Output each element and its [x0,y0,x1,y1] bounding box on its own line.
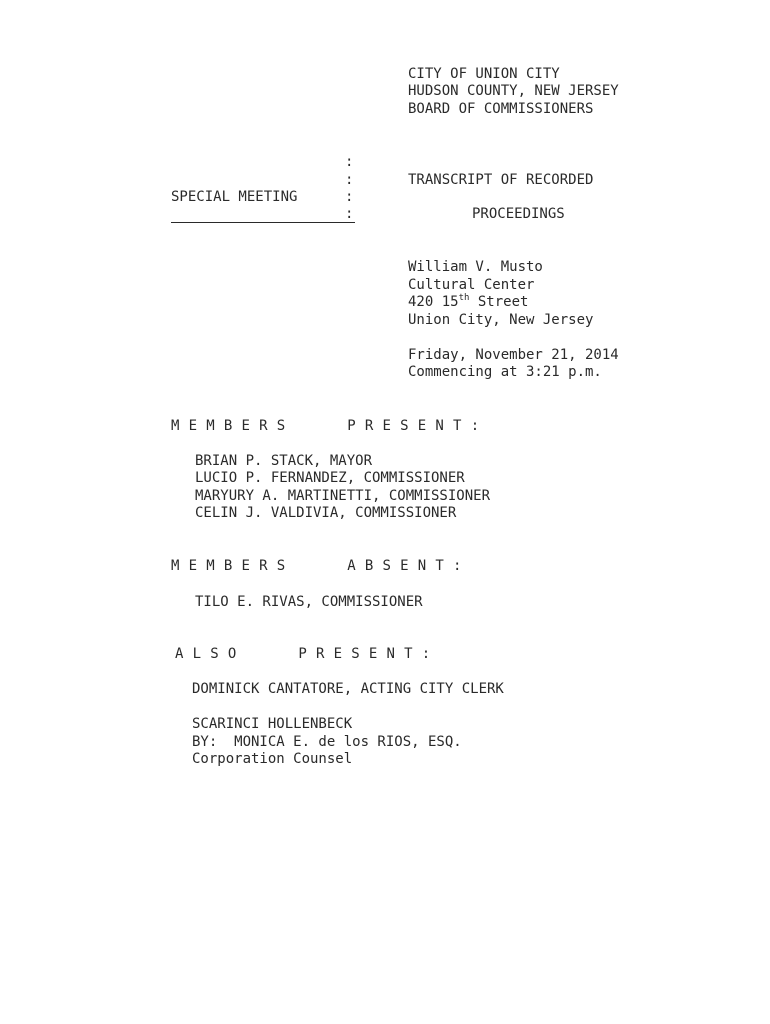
street-address [408,294,528,311]
caption-colon-4: : [345,206,354,222]
also-present-heading: ALSO PRESENT: [175,646,440,662]
attorney-name: BY: MONICA E. de los RIOS, ESQ. [192,734,462,750]
city-state: Union City, New Jersey [408,312,594,328]
board-name: BOARD OF COMMISSIONERS [408,101,594,117]
county-name: HUDSON COUNTY, NEW JERSEY [408,83,619,99]
member-absent-1: TILO E. RIVAS, COMMISSIONER [195,594,423,610]
meeting-start-time: Commencing at 3:21 p.m. [408,364,602,380]
street-number: 420 15 [408,294,459,310]
meeting-type: SPECIAL MEETING [171,189,298,205]
member-present-2: LUCIO P. FERNANDEZ, COMMISSIONER [195,470,465,486]
acting-city-clerk: DOMINICK CANTATORE, ACTING CITY CLERK [192,681,504,697]
caption-colon-1: : [345,154,354,170]
street-name: Street [469,294,529,310]
member-present-1: BRIAN P. STACK, MAYOR [195,453,373,469]
street-ordinal: th [458,293,470,303]
members-present-heading: MEMBERS PRESENT: [171,418,489,434]
transcript-title-line1: TRANSCRIPT OF RECORDED [408,172,594,188]
caption-underline [171,222,355,223]
members-absent-heading: MEMBERS ABSENT: [171,558,471,574]
member-present-3: MARYURY A. MARTINETTI, COMMISSIONER [195,488,491,504]
transcript-title-line2: PROCEEDINGS [472,206,565,222]
caption-colon-3: : [345,189,354,205]
law-firm: SCARINCI HOLLENBECK [192,716,353,732]
venue-line-2: Cultural Center [408,277,535,293]
city-name: CITY OF UNION CITY [408,66,560,82]
member-present-4: CELIN J. VALDIVIA, COMMISSIONER [195,505,457,521]
meeting-date: Friday, November 21, 2014 [408,347,619,363]
venue-line-1: William V. Musto [408,259,543,275]
attorney-role: Corporation Counsel [192,751,353,767]
caption-colon-2: : [345,172,354,188]
